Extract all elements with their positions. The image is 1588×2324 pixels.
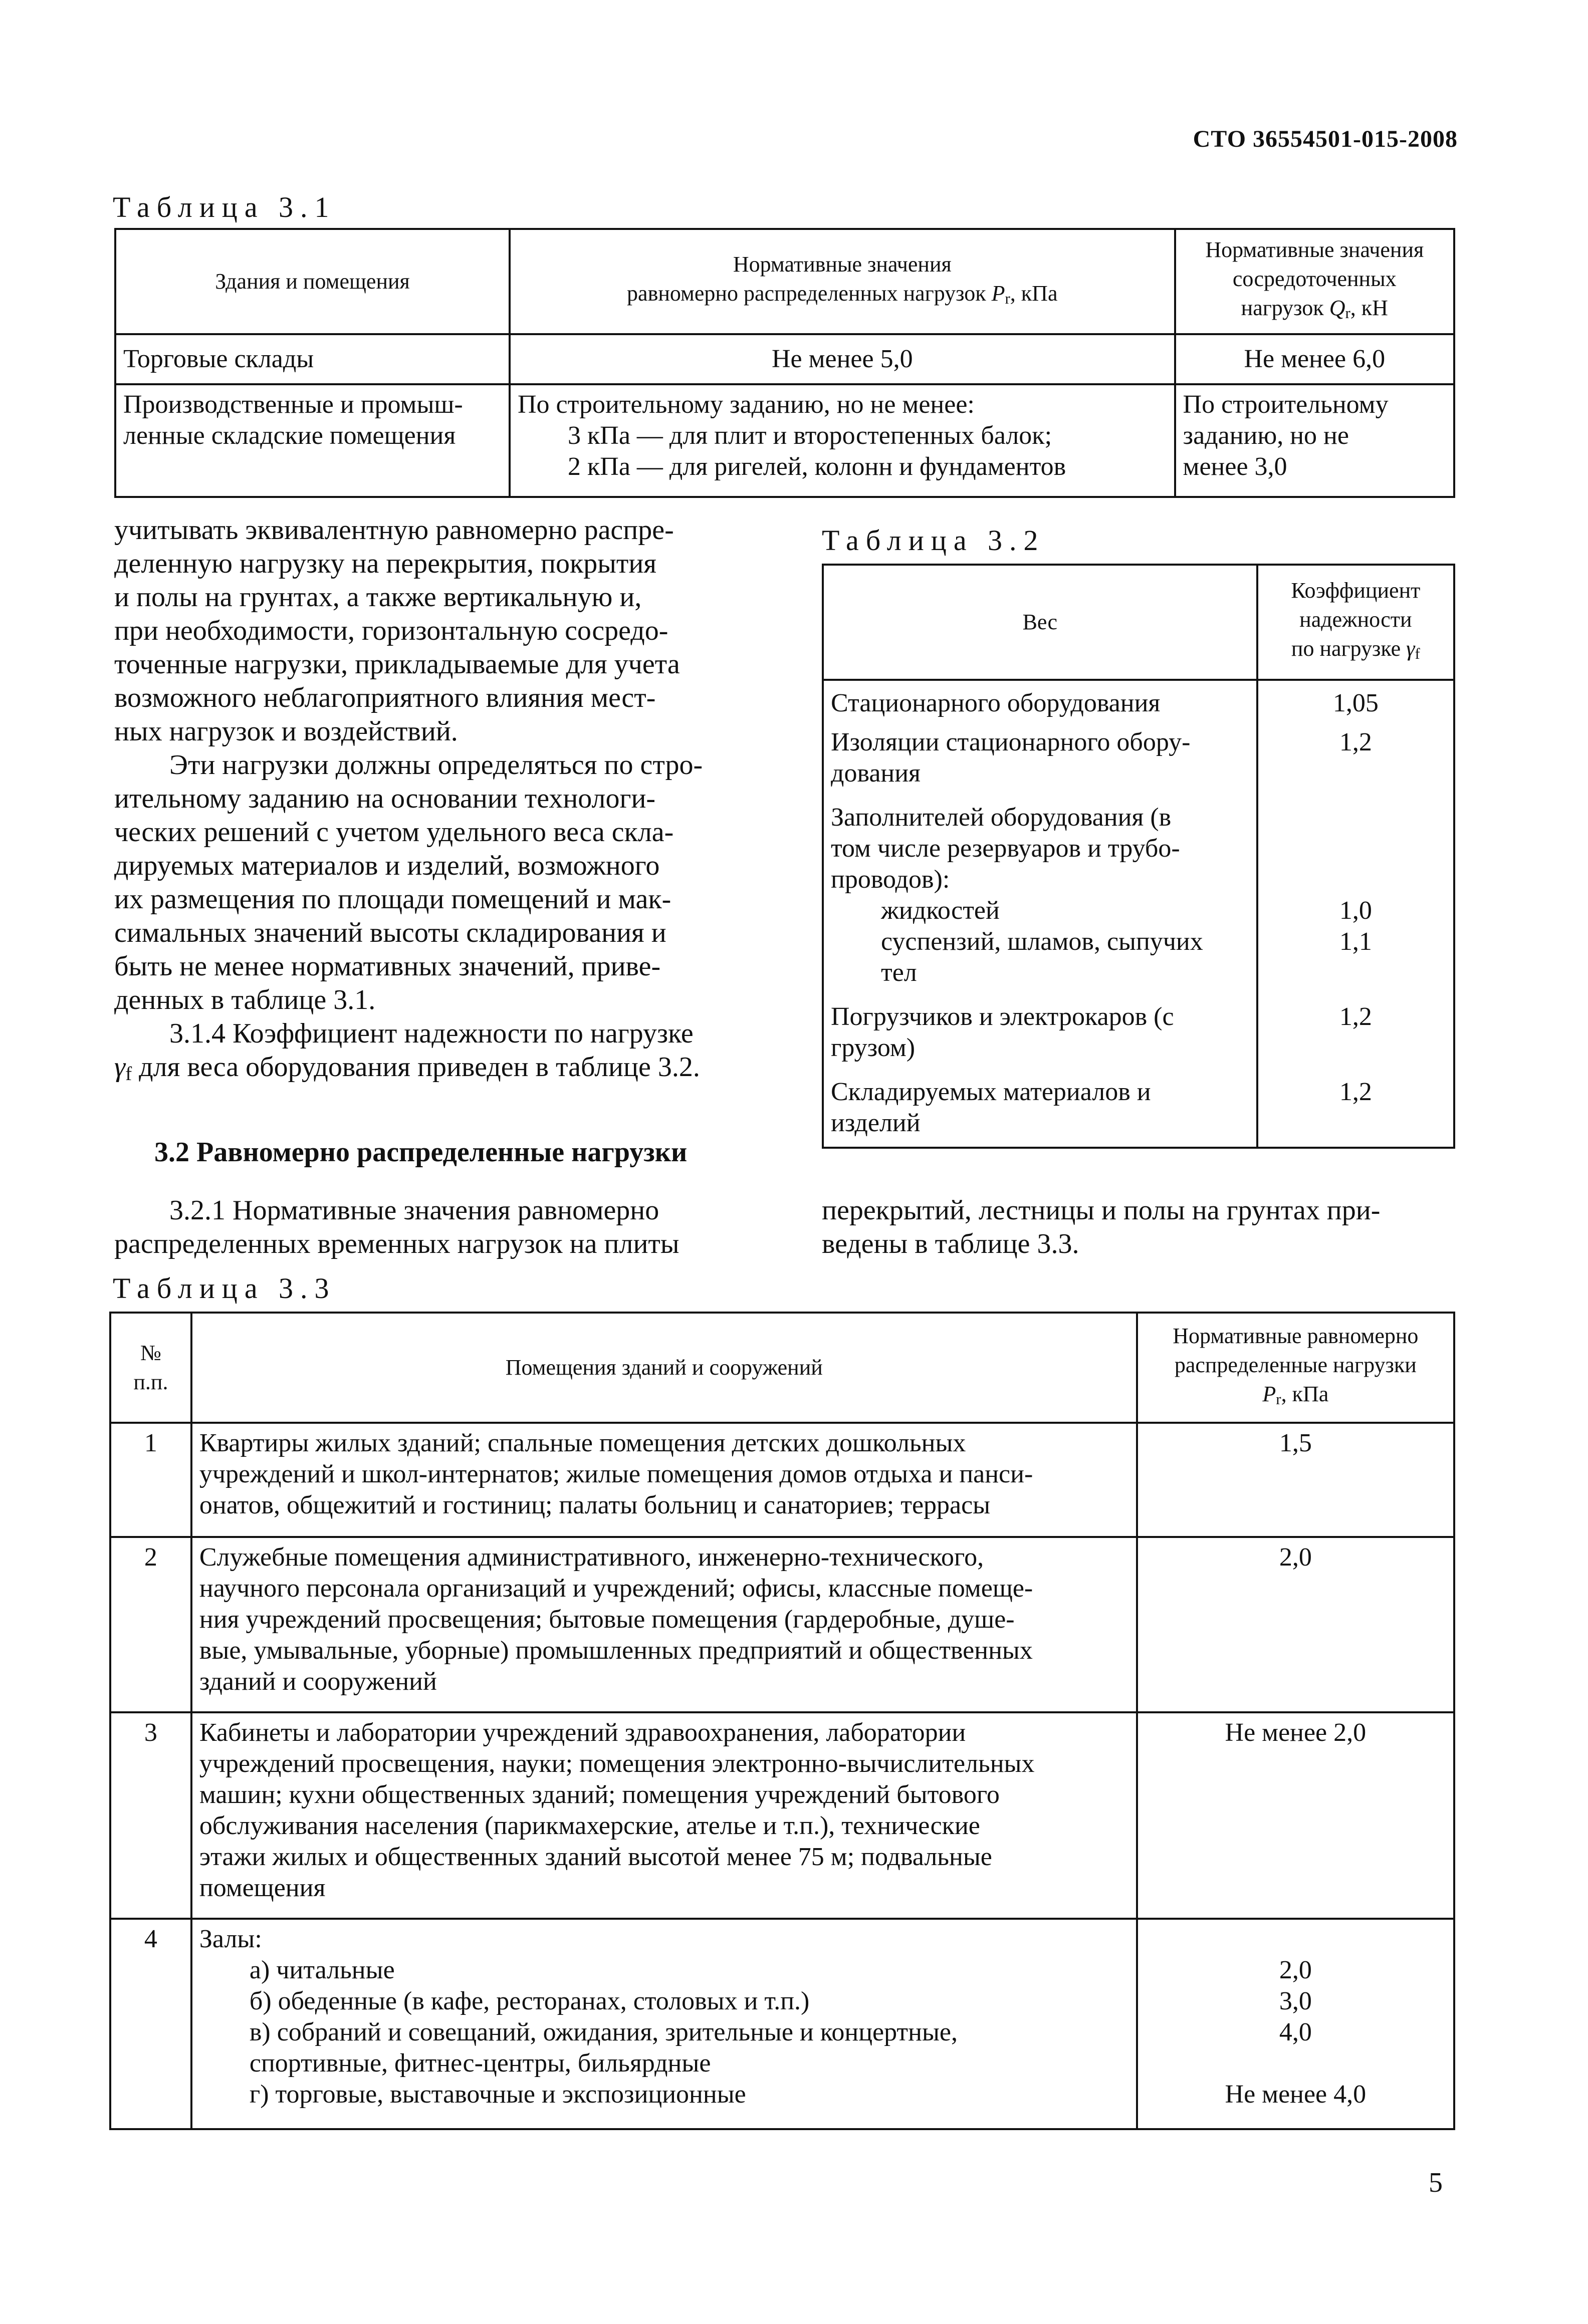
table-3-2: [822, 564, 1455, 1149]
table-header-row: [110, 1313, 1454, 1423]
table-cell: Заполнителей оборудования (в том числе резервуаров и трубо- проводов): жидкостей суспензий, шламов, сыпучих тел: [823, 793, 1257, 992]
table-cell: 1,5: [1137, 1423, 1454, 1537]
table-header-row: [823, 565, 1454, 680]
table-cell: 1,2: [1257, 1068, 1454, 1148]
table-header-cell: Коэффициент надежности по нагрузке $\gamma_f$: [1257, 565, 1454, 680]
table-header-cell: Здания и помещения: [115, 229, 510, 334]
section-text-left: 3.2.1 Нормативные значения равномерно распределенных временных нагрузок на плиты: [114, 1195, 679, 1259]
table-cell: Стационарного оборудования: [823, 680, 1257, 723]
table-3-3: [109, 1312, 1455, 2130]
body-text-left: учитывать эквивалентную равномерно распре- деленную нагрузку на перекрытия, покрытия и полы на грунтах, а также вертикальную и, при необходимости, горизонтальную сосредо- точенные нагрузки, прикладываемые для учета возможного неблагоприятного влияния мест- ных нагрузок и воздействий. Эти нагрузки должны определяться по стро- ительному заданию на основании технологи- ческих решений с учетом удельного веса скла- дируемых материалов и изделий, возможного их размещения по площади помещений и мак- симальных значений высоты складирования и быть не менее нормативных значений, приве- денных в таблице 3.1. 3.1.4 Коэффициент надежности по нагрузке γf для веса оборудования приведен в таблице 3.2.: [114, 514, 703, 1085]
table-row: [110, 1423, 1454, 1537]
table-row: [823, 793, 1454, 992]
table-cell: 3: [110, 1712, 191, 1919]
table-row: [115, 384, 1454, 497]
table-cell: Кабинеты и лаборатории учреждений здравоохранения, лаборатории учреждений просвещения, науки; помещения электронно-вычислительных машин; кухни общественных зданий; помещения учреждений бытового обслуживания населения (парикмахерские, ателье и т.п.), технические этажи жилых и общественных зданий высотой менее 75 м; подвальные помещения: [191, 1712, 1137, 1919]
table-row: [110, 1919, 1454, 2129]
section-heading: 3.2 Равномерно распределенные нагрузки: [154, 1137, 688, 1168]
table-3-2-caption: Таблица 3.2: [822, 524, 1045, 557]
table-cell: Не менее 5,0: [510, 334, 1175, 384]
table-cell: 2,0: [1137, 1537, 1454, 1712]
table-cell: Производственные и промыш- ленные складские помещения: [115, 384, 510, 497]
table-cell: 1: [110, 1423, 191, 1537]
table-cell: 4: [110, 1919, 191, 2129]
table-header-cell: Нормативные значения равномерно распределенных нагрузок $P_r$, кПа: [510, 229, 1175, 334]
table-cell: Не менее 2,0: [1137, 1712, 1454, 1919]
table-header-cell: № п.п.: [110, 1313, 191, 1423]
table-row: [823, 680, 1454, 723]
table-row: [823, 723, 1454, 793]
table-cell: Служебные помещения административного, инженерно-технического, научного персонала организаций и учреждений; офисы, классные помеще- ния учреждений просвещения; бытовые помещения (гардеробные, душе- вые, умывальные, уборные) промышленных предприятий и общественных зданий и сооружений: [191, 1537, 1137, 1712]
table-cell: По строительному заданию, но не менее 3,0: [1175, 384, 1454, 497]
table-header-cell: Вес: [823, 565, 1257, 680]
table-header-row: [115, 229, 1454, 334]
table-cell: Складируемых материалов и изделий: [823, 1068, 1257, 1148]
table-row: [110, 1537, 1454, 1712]
table-header-cell: Нормативные равномерно распределенные нагрузки $P_r$, кПа: [1137, 1313, 1454, 1423]
table-cell: Не менее 6,0: [1175, 334, 1454, 384]
table-cell: 2,0 3,0 4,0 Не менее 4,0: [1137, 1919, 1454, 2129]
table-row: [823, 992, 1454, 1068]
table-cell: Торговые склады: [115, 334, 510, 384]
table-header-cell: Помещения зданий и сооружений: [191, 1313, 1137, 1423]
table-cell: 1,2: [1257, 723, 1454, 793]
table-cell: 1,05: [1257, 680, 1454, 723]
table-3-1: [114, 228, 1455, 498]
section-text-right: перекрытий, лестницы и полы на грунтах при- ведены в таблице 3.3.: [822, 1195, 1381, 1259]
table-cell: По строительному заданию, но не менее: 3 кПа — для плит и второстепенных балок; 2 кПа — для ригелей, колонн и фундаментов: [510, 384, 1175, 497]
table-row: [115, 334, 1454, 384]
table-row: [110, 1712, 1454, 1919]
table-cell: Залы: а) читальные б) обеденные (в кафе, ресторанах, столовых и т.п.) в) собраний и совещаний, ожидания, зрительные и концертные, спортивные, фитнес-центры, бильярдные г) торговые, выставочные и экспозиционные: [191, 1919, 1137, 2129]
table-3-1-caption: Таблица 3.1: [113, 191, 336, 223]
table-cell: Изоляции стационарного обору- дования: [823, 723, 1257, 793]
table-cell: Погрузчиков и электрокаров (с грузом): [823, 992, 1257, 1068]
page-number: 5: [1429, 2167, 1443, 2198]
table-cell: 1,2: [1257, 992, 1454, 1068]
table-cell: 1,0 1,1: [1257, 793, 1454, 992]
table-header-cell: Нормативные значения сосредоточенных нагрузок $Q_r$, кН: [1175, 229, 1454, 334]
table-cell: 2: [110, 1537, 191, 1712]
document-code: СТО 36554501-015-2008: [1193, 126, 1458, 152]
table-cell: Квартиры жилых зданий; спальные помещения детских дошкольных учреждений и школ-интернатов; жилые помещения домов отдыха и панси- онатов, общежитий и гостиниц; палаты больниц и санаториев; террасы: [191, 1423, 1137, 1537]
table-3-3-caption: Таблица 3.3: [113, 1272, 336, 1305]
table-row: [823, 1068, 1454, 1148]
